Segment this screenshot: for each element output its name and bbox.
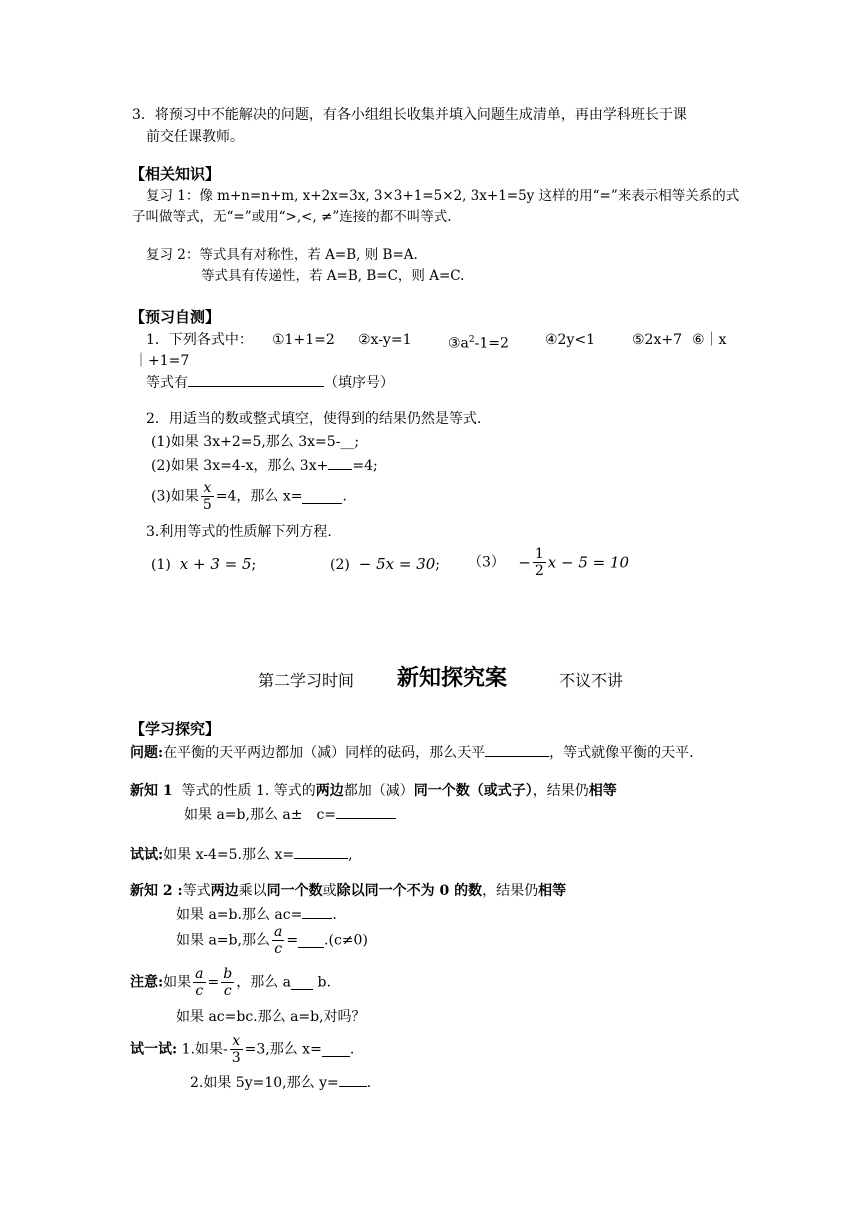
pretest-q1-option6: ⑥｜x	[692, 332, 727, 348]
pretest-heading: 【预习自测】	[130, 308, 221, 326]
section2-right-label: 不议不讲	[559, 671, 624, 690]
pretest-q2-1: (1)如果 3x+2=5,那么 3x=5-__;	[151, 434, 360, 450]
pretest-q3-title: 3.利用等式的性质解下列方程.	[146, 524, 332, 540]
review1-line2: 子叫做等式，无“=”或用“>,<, ≠”连接的都不叫等式.	[132, 209, 452, 225]
new-knowledge-1-example: 如果 a=b,那么 a± c=	[184, 804, 396, 824]
answer-blank[interactable]	[336, 804, 396, 819]
section2-left-label: 第二学习时间	[258, 671, 355, 690]
review2-line2: 等式具有传递性，若 A=B, B=C，则 A=C.	[201, 268, 465, 284]
fraction-b-over-c: $\frac{b}{c}$	[223, 966, 233, 999]
answer-blank[interactable]	[322, 1042, 350, 1057]
pretest-q3-3: （3） − $\frac{1}{2}$ x − 5 = 10	[468, 546, 630, 579]
pretest-q3-2: (2) − 5x = 30;	[330, 555, 440, 573]
try-it-1: 试试:如果 x-4=5.那么 x= ,	[130, 844, 353, 864]
fraction-a-over-c: $\frac{a}{c}$	[273, 924, 283, 957]
answer-blank[interactable]	[302, 904, 332, 919]
pretest-q2-3: (3)如果 $\frac{x}{5}$ =4，那么 x= .	[151, 480, 347, 513]
pretest-q3-1: (1) x + 3 = 5;	[151, 555, 257, 573]
answer-blank[interactable]	[294, 844, 348, 859]
answer-blank[interactable]	[302, 489, 342, 504]
explore-heading: 【学习探究】	[130, 720, 221, 738]
fraction-1-over-2: $\frac{1}{2}$	[534, 546, 544, 579]
answer-blank[interactable]	[291, 975, 313, 990]
pretest-q1-option4: ④2y<1	[545, 332, 596, 348]
note: 注意:如果 $\frac{a}{c}$ = $\frac{b}{c}$ ，那么 a b.	[130, 966, 331, 999]
intro-item3-line1: 3．将预习中不能解决的问题，有各小组组长收集并填入问题生成清单，再由学科班长于课	[132, 107, 687, 123]
fraction-x-over-5: $\frac{x}{5}$	[202, 480, 212, 513]
note-line2: 如果 ac=bc.那么 a=b,对吗？	[176, 1009, 366, 1025]
try-it-2-q1: 试一试: 1.如果- $\frac{x}{3}$ =3,那么 x= .	[130, 1033, 355, 1066]
intro-item3-line2: 前交任课教师。	[146, 129, 244, 145]
new-knowledge-2-example2: 如果 a=b,那么 $\frac{a}{c}$ = .(c≠0)	[176, 924, 368, 957]
new-knowledge-2: 新知 2 :等式两边乘以同一个数或除以同一个不为 0 的数，结果仍相等	[130, 883, 567, 899]
new-knowledge-1: 新知 1 等式的性质 1. 等式的两边都加（减）同一个数（或式子），结果仍相等	[130, 783, 617, 799]
answer-blank[interactable]	[339, 1072, 367, 1087]
review1-line1: 复习 1：像 m+n=n+m, x+2x=3x, 3×3+1=5×2, 3x+1=5y 这样的用“=”来表示相等关系的式	[146, 188, 740, 204]
try-it-2-q2: 2.如果 5y=10,那么 y= .	[190, 1072, 371, 1092]
pretest-q1-prefix: 1．下列各式中：	[146, 332, 253, 348]
pretest-q1-option6-cont: ｜+1=7	[134, 353, 190, 369]
answer-blank[interactable]	[485, 742, 549, 757]
pretest-q2-title: 2．用适当的数或整式填空，使得到的结果仍然是等式.	[146, 411, 482, 427]
fraction-a-over-c: $\frac{a}{c}$	[195, 966, 204, 999]
fraction-x-over-3: $\frac{x}{3}$	[231, 1033, 241, 1066]
pretest-q1-option3: $③a^2-1=2$	[448, 335, 509, 352]
related-heading: 【相关知识】	[130, 165, 221, 183]
pretest-q1-answer: 等式有 （填序号）	[146, 372, 394, 392]
section2-title: 新知探究案	[397, 666, 508, 691]
review2-line1: 复习 2：等式具有对称性，若 A=B, 则 B=A.	[146, 247, 418, 263]
pretest-q2-2: (2)如果 3x=4-x，那么 3x+ =4;	[151, 455, 378, 475]
pretest-q1-option2: ②x-y=1	[358, 332, 412, 348]
explore-problem: 问题:在平衡的天平两边都加（减）同样的砝码，那么天平 ，等式就像平衡的天平.	[130, 742, 694, 762]
answer-blank[interactable]	[328, 455, 352, 470]
answer-blank[interactable]	[188, 372, 324, 387]
answer-blank[interactable]	[298, 933, 324, 948]
pretest-q1-option1: ①1+1=2	[272, 332, 335, 348]
new-knowledge-2-example1: 如果 a=b.那么 ac= .	[176, 904, 337, 924]
pretest-q1-option5: ⑤2x+7	[632, 332, 682, 348]
